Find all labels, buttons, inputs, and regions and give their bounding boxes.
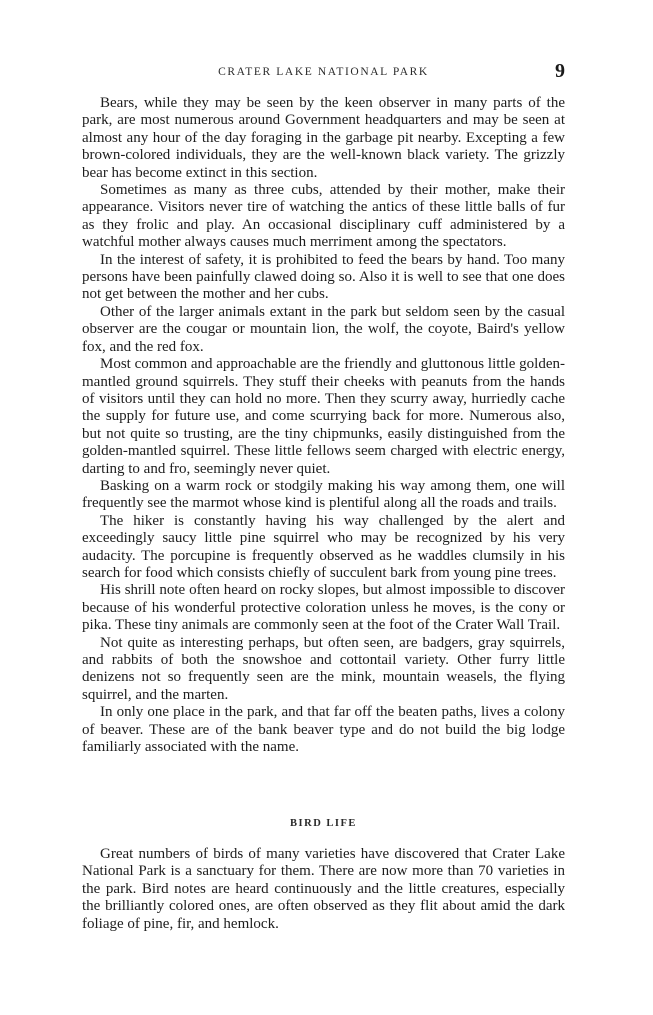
paragraph-ground-squirrels: Most common and approachable are the friendly and gluttonous little golden-mantled ground squirrels. They stuff their cheeks with peanuts from the hands of visitors until they can hold no more. Then they scurry away, hurriedly cache the supply for future use, and come scurrying back for more. Numerous also, but not quite so trusting, are the tiny chipmunks, easily distinguished from the golden-mantled squirrel. These little fellows seem charged with electric energy, darting to and fro, seemingly never quiet. xyxy=(82,356,565,477)
paragraph-cubs: Sometimes as many as three cubs, attended by their mother, make their appearance. Visitors never tire of watching the antics of these little balls of fur as they frolic and play. An occasional disciplinary cuff administered by a watchful mother always causes much merriment among the spectators. xyxy=(82,182,565,251)
paragraph-pika: His shrill note often heard on rocky slopes, but almost impossible to discover because of his wonderful protective coloration unless he moves, is the cony or pika. These tiny animals are commonly seen at the foot of the Crater Wall Trail. xyxy=(82,582,565,634)
paragraph-safety: In the interest of safety, it is prohibited to feed the bears by hand. Too many persons have been painfully clawed doing so. Also it is well to see that one does not get between the mother and her cubs. xyxy=(82,251,565,303)
paragraph-beaver: In only one place in the park, and that far off the beaten paths, lives a colony of beaver. These are of the bank beaver type and do not build the big lodge familiarly associated with the name. xyxy=(82,704,565,756)
paragraph-badgers: Not quite as interesting perhaps, but often seen, are badgers, gray squirrels, and rabbits of both the snowshoe and cottontail variety. Other furry little denizens not so frequently seen are the mink, mountain weasels, the flying squirrel, and the marten. xyxy=(82,634,565,703)
paragraph-larger-animals: Other of the larger animals extant in the park but seldom seen by the casual observer are the cougar or mountain lion, the wolf, the coyote, Baird's yellow fox, and the red fox. xyxy=(82,303,565,355)
body-text xyxy=(82,95,565,756)
bird-life-text xyxy=(82,846,565,933)
running-title: CRATER LAKE NATIONAL PARK xyxy=(218,66,429,78)
page-number: 9 xyxy=(555,60,565,82)
section-heading-bird-life: BIRD LIFE xyxy=(290,818,357,829)
paragraph-birds: Great numbers of birds of many varieties have discovered that Crater Lake National Park is a sanctuary for them. There are now more than 70 varieties in the park. Bird notes are heard continuously and the little creatures, especially the brilliantly colored ones, are often observed as they flit about amid the dark foliage of pine, fir, and hemlock. xyxy=(82,846,565,932)
running-head xyxy=(82,60,565,84)
paragraph-pine-squirrel: The hiker is constantly having his way challenged by the alert and exceedingly saucy little pine squirrel who may be recognized by his very audacity. The porcupine is frequently observed as he waddles clumsily in his search for food which consists chiefly of succulent bark from young pine trees. xyxy=(82,512,565,581)
paragraph-marmot: Basking on a warm rock or stodgily making his way among them, one will frequently see the marmot whose kind is plentiful along all the roads and trails. xyxy=(82,477,565,512)
paragraph-bears: Bears, while they may be seen by the keen observer in many parts of the park, are most numerous around Government headquarters and may be seen at almost any hour of the day foraging in the garbage pit nearby. Excepting a few brown-colored individuals, they are the well-known black variety. The grizzly bear has become extinct in this section. xyxy=(82,95,565,181)
